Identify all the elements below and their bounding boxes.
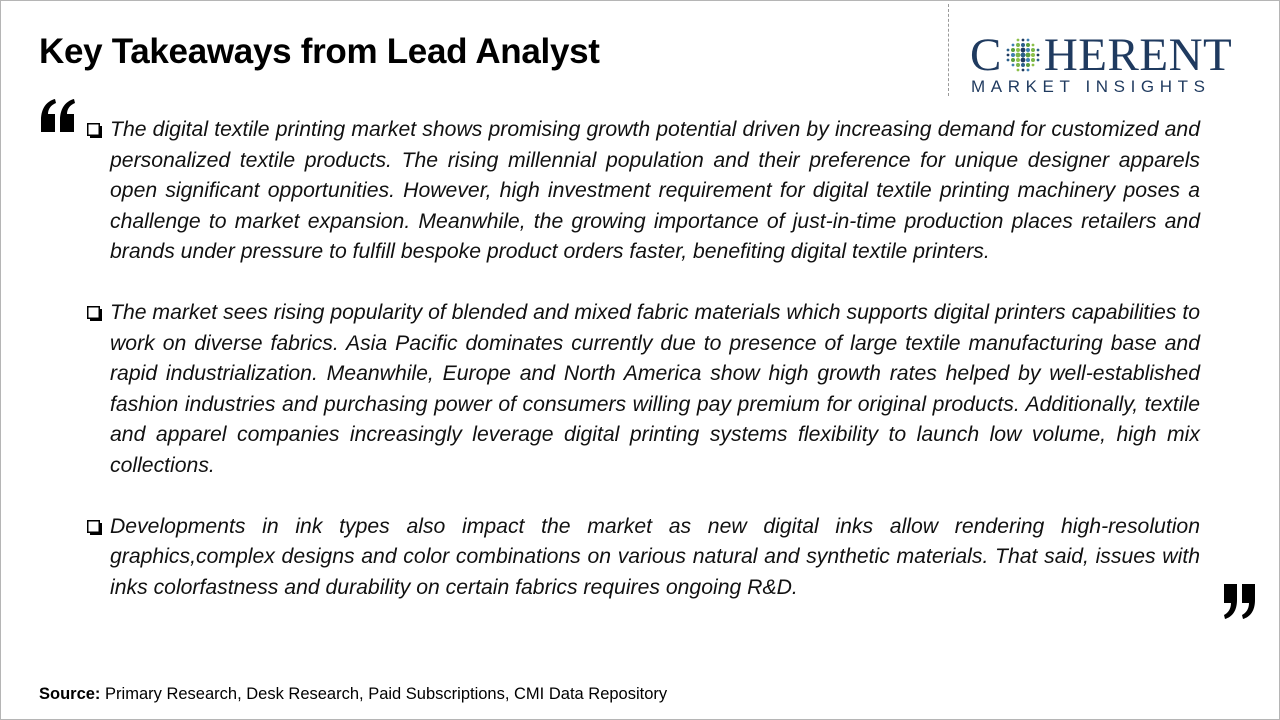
- takeaway-item: [84, 298, 1200, 481]
- source-text: Primary Research, Desk Research, Paid Subscriptions, CMI Data Repository: [105, 685, 668, 703]
- close-quote-icon: [1222, 580, 1258, 620]
- takeaway-item: [84, 115, 1200, 268]
- checkbox-icon: [87, 123, 102, 138]
- takeaway-item: [84, 512, 1200, 604]
- open-quote-icon: [39, 98, 77, 140]
- logo-tagline: MARKET INSIGHTS: [971, 77, 1211, 96]
- logo-divider: [948, 4, 949, 96]
- takeaway-text: The market sees rising popularity of blended and mixed fabric materials which supports digital printers capabilities to work on diverse fabrics. Asia Pacific dominates currently due to presence of large textile manufacturing base and rapid industrialization. Meanwhile, Europe and North America show high growth rates helped by well-established fashion industries and purchasing power of consumers willing pay premium for original products. Additionally, textile and apparel companies increasingly leverage digital printing systems flexibility to launch low volume, high mix collections.: [110, 301, 1200, 477]
- takeaway-text: The digital textile printing market shows promising growth potential driven by increasing demand for customized and personalized textile products. The rising millennial population and their preference for unique designer apparels open significant opportunities. However, high investment requirement for digital textile printing machinery poses a challenge to market expansion. Meanwhile, the growing importance of just-in-time production places retailers and brands under pressure to fulfill bespoke product orders faster, benefiting digital textile printers.: [110, 118, 1200, 263]
- company-logo: [970, 31, 1262, 97]
- source-note: [39, 685, 667, 704]
- logo-wordmark: [970, 31, 1232, 79]
- takeaways-list: [84, 115, 1200, 634]
- logo-word-start: C: [970, 29, 1002, 81]
- page-title: Key Takeaways from Lead Analyst: [39, 32, 600, 71]
- logo-word-end: HERENT: [1043, 29, 1233, 81]
- logo-globe-icon: [1003, 35, 1043, 75]
- checkbox-icon: [87, 520, 102, 535]
- source-label: Source:: [39, 685, 101, 703]
- checkbox-icon: [87, 306, 102, 321]
- takeaway-text: Developments in ink types also impact the market as new digital inks allow rendering high-resolution graphics,complex designs and color combinations on various natural and synthetic materials. That said, issues with inks colorfastness and durability on certain fabrics requires ongoing R&D.: [110, 514, 1200, 599]
